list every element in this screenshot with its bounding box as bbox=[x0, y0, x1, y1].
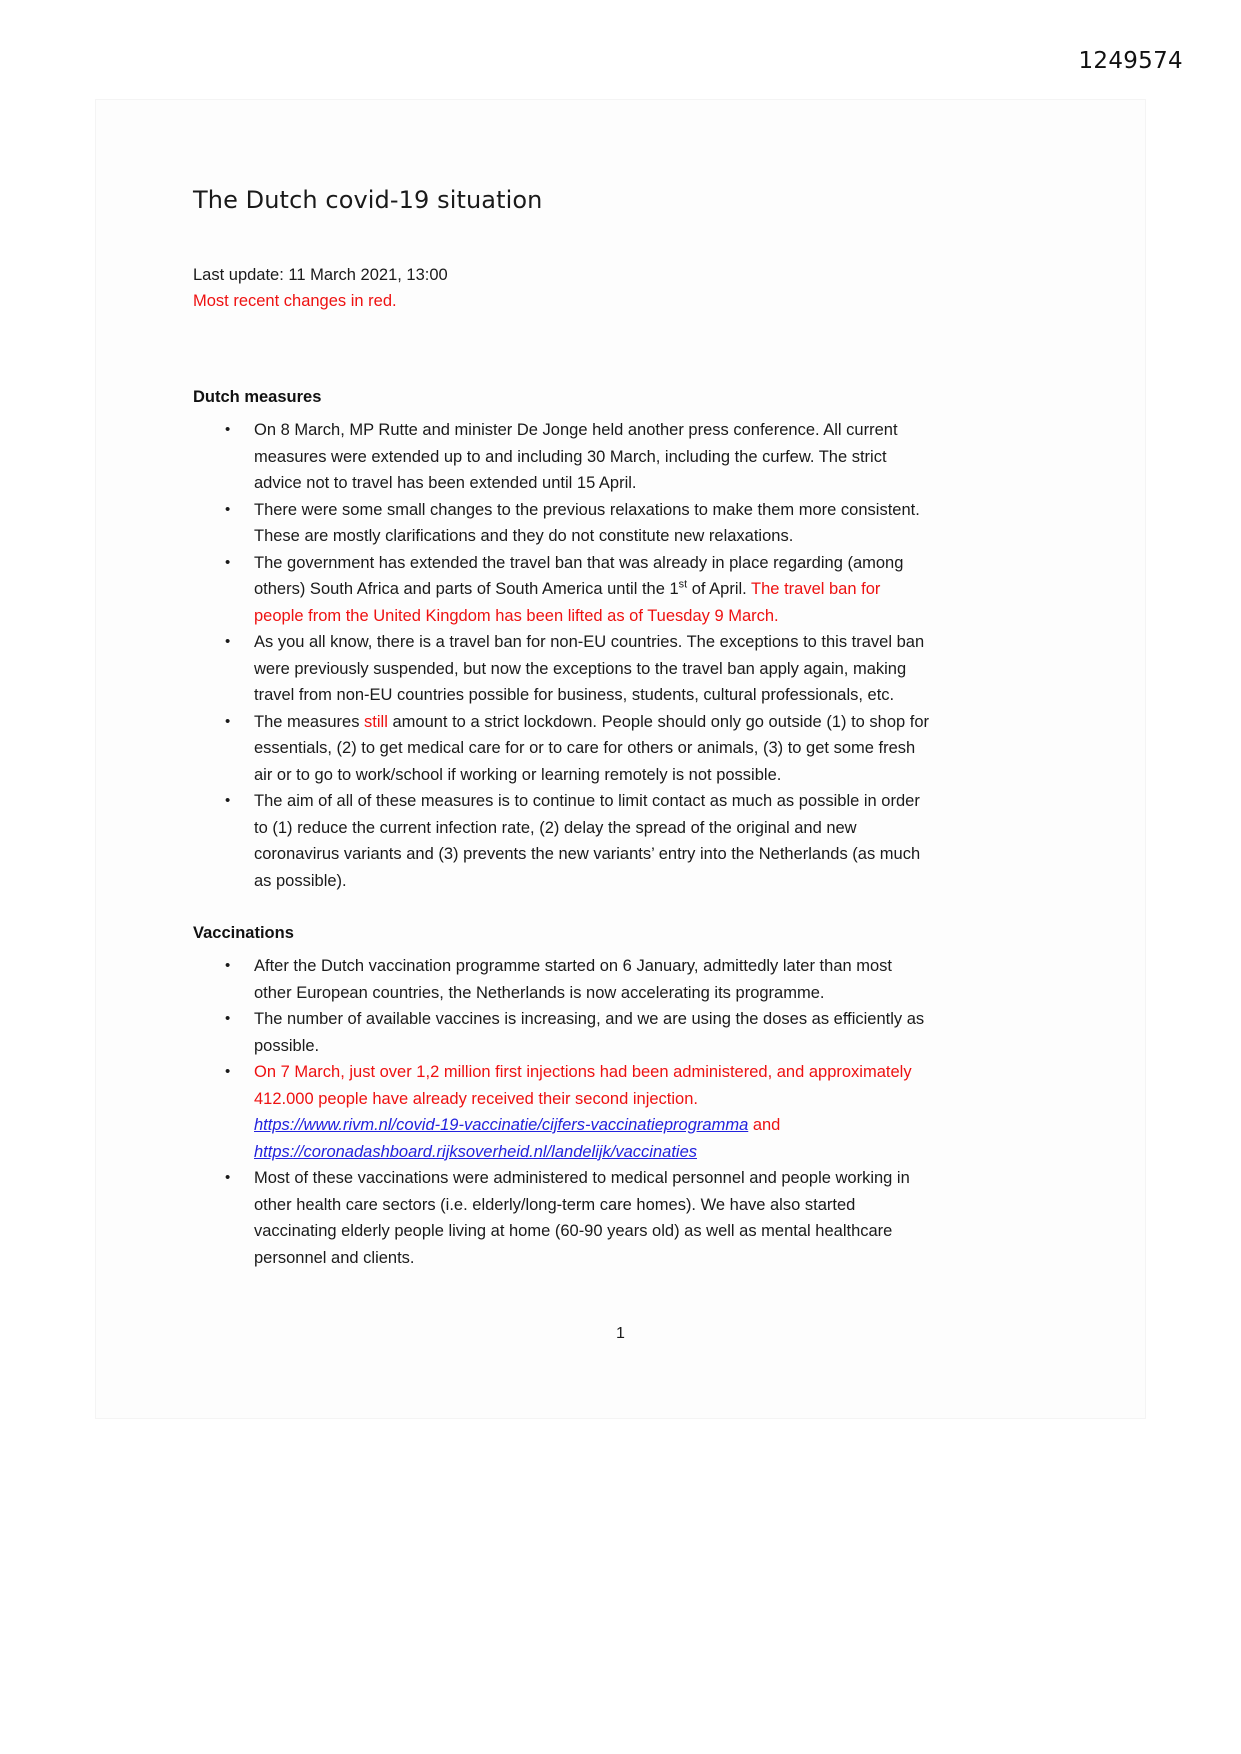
list-item: • There were some small changes to the previous relaxations to make them more consistent. These are mostly clarifications and they do not constitute new relaxations. bbox=[254, 497, 933, 550]
section-heading-vaccinations: Vaccinations bbox=[193, 924, 294, 942]
page-title: The Dutch covid-19 situation bbox=[193, 186, 543, 214]
list-item bbox=[254, 550, 933, 630]
list-item bbox=[254, 709, 933, 789]
sections-container bbox=[193, 388, 933, 1271]
list-item bbox=[254, 1059, 933, 1165]
changes-note-line: Most recent changes in red. bbox=[193, 292, 397, 310]
bullet-list-vaccinations bbox=[193, 953, 933, 1271]
list-item: • As you all know, there is a travel ban for non-EU countries. The exceptions to this travel ban were previously suspended, but now the exceptions to the travel ban apply again, making travel from non-EU countries possible for business, students, cultural professionals, etc. bbox=[254, 629, 933, 709]
text-run: The travel ban for people from the United Kingdom has been lifted as of Tuesday 9 March. bbox=[254, 580, 881, 625]
list-item: • The number of available vaccines is increasing, and we are using the doses as efficiently as possible. bbox=[254, 1006, 933, 1059]
document-number: 1249574 bbox=[1078, 48, 1183, 74]
text-run: and bbox=[748, 1116, 781, 1134]
last-update-line: Last update: 11 March 2021, 13:00 bbox=[193, 266, 448, 284]
text-run: of April. bbox=[687, 580, 752, 598]
page-number: 1 bbox=[616, 1325, 625, 1342]
list-item: • After the Dutch vaccination programme started on 6 January, admittedly later than most other European countries, the Netherlands is now accelerating its programme. bbox=[254, 953, 933, 1006]
list-item: • Most of these vaccinations were administered to medical personnel and people working in other health care sectors (i.e. elderly/long-term care homes). We have also started vaccinating elderly people living at home (60-90 years old) as well as mental healthcare personnel and clients. bbox=[254, 1165, 933, 1271]
text-run: amount to a strict lockdown. People should only go outside (1) to shop for essentials, (2) to get medical care for or to care for others or animals, (3) to get some fresh air or to go to work/school if working or learning remotely is not possible. bbox=[254, 712, 930, 784]
bullet-list-dutch-measures bbox=[193, 417, 933, 894]
external-link[interactable]: https://www.rivm.nl/covid-19-vaccinatie/cijfers-vaccinatieprogramma bbox=[254, 1116, 749, 1134]
external-link[interactable]: https://coronadashboard.rijksoverheid.nl/landelijk/vaccinaties bbox=[254, 1142, 697, 1161]
list-item: • On 8 March, MP Rutte and minister De Jonge held another press conference. All current measures were extended up to and including 30 March, including the curfew. The strict advice not to travel has been extended until 15 April. bbox=[254, 417, 933, 497]
list-item: • The aim of all of these measures is to continue to limit contact as much as possible in order to (1) reduce the current infection rate, (2) delay the spread of the original and new coronavirus variants and (3) prevents the new variants’ entry into the Netherlands (as much as possible). bbox=[254, 788, 933, 894]
text-run: still bbox=[364, 712, 388, 731]
section-heading-dutch-measures: Dutch measures bbox=[193, 388, 322, 406]
text-run: The government has extended the travel ban that was already in place regarding (among others) South Africa and parts of South America until the 1 bbox=[254, 553, 904, 598]
text-run: On 7 March, just over 1,2 million first injections had been administered, and approximately 412.000 people have already received their second injection. bbox=[254, 1063, 912, 1108]
text-run: The measures bbox=[254, 712, 365, 731]
document-body bbox=[193, 186, 933, 1271]
ordinal-suffix: st bbox=[678, 578, 688, 591]
